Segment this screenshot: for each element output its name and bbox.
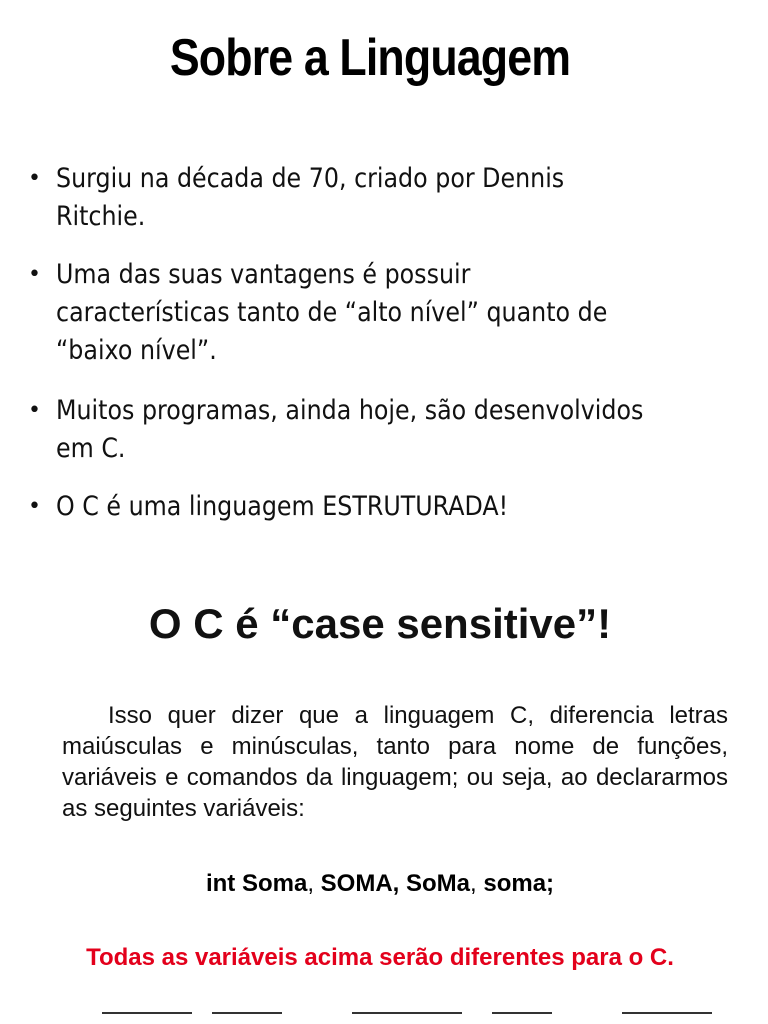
section-heading: O C é “case sensitive”! xyxy=(148,600,612,647)
cutoff-fragment xyxy=(622,1012,712,1014)
cutoff-fragment xyxy=(102,1012,192,1014)
list-item xyxy=(28,392,728,468)
list-item xyxy=(28,488,728,526)
cutoff-fragment xyxy=(212,1012,282,1014)
variable-declaration xyxy=(0,870,760,898)
bullet-icon: • xyxy=(28,262,41,287)
list-item-text: O C é uma linguagem ESTRUTURADA! xyxy=(56,491,509,522)
bullet-icon: • xyxy=(28,494,41,519)
list-item-text: Muitos programas, ainda hoje, são desenvolvidos em C. xyxy=(56,395,644,464)
list-item xyxy=(28,256,728,370)
page-title: Sobre a Linguagem xyxy=(169,29,571,87)
code-fragment: SOMA, SoMa xyxy=(320,870,470,897)
cutoff-fragment xyxy=(352,1012,462,1014)
bullet-icon: • xyxy=(28,166,41,191)
bullet-icon: • xyxy=(28,398,41,423)
warning-text: Todas as variáveis acima serão diferentes para o C. xyxy=(86,944,674,971)
code-fragment: soma; xyxy=(483,870,555,897)
list-item-text: Uma das suas vantagens é possuir características tanto de “alto nível” quanto de “baixo nível”. xyxy=(56,259,608,366)
cutoff-fragment xyxy=(492,1012,552,1014)
explanation-paragraph: Isso quer dizer que a linguagem C, diferencia letras maiúsculas e minúsculas, tanto para nome de funções, variáveis e comandos da linguagem; ou seja, ao declararmos as seguintes variáveis: xyxy=(62,702,728,822)
code-separator: , xyxy=(470,870,484,897)
cutoff-text-line xyxy=(62,1012,728,1024)
code-fragment: int Soma xyxy=(205,870,308,897)
list-item-text: Surgiu na década de 70, criado por Dennis Ritchie. xyxy=(56,163,565,232)
code-separator: , xyxy=(307,870,321,897)
list-item xyxy=(28,160,728,236)
